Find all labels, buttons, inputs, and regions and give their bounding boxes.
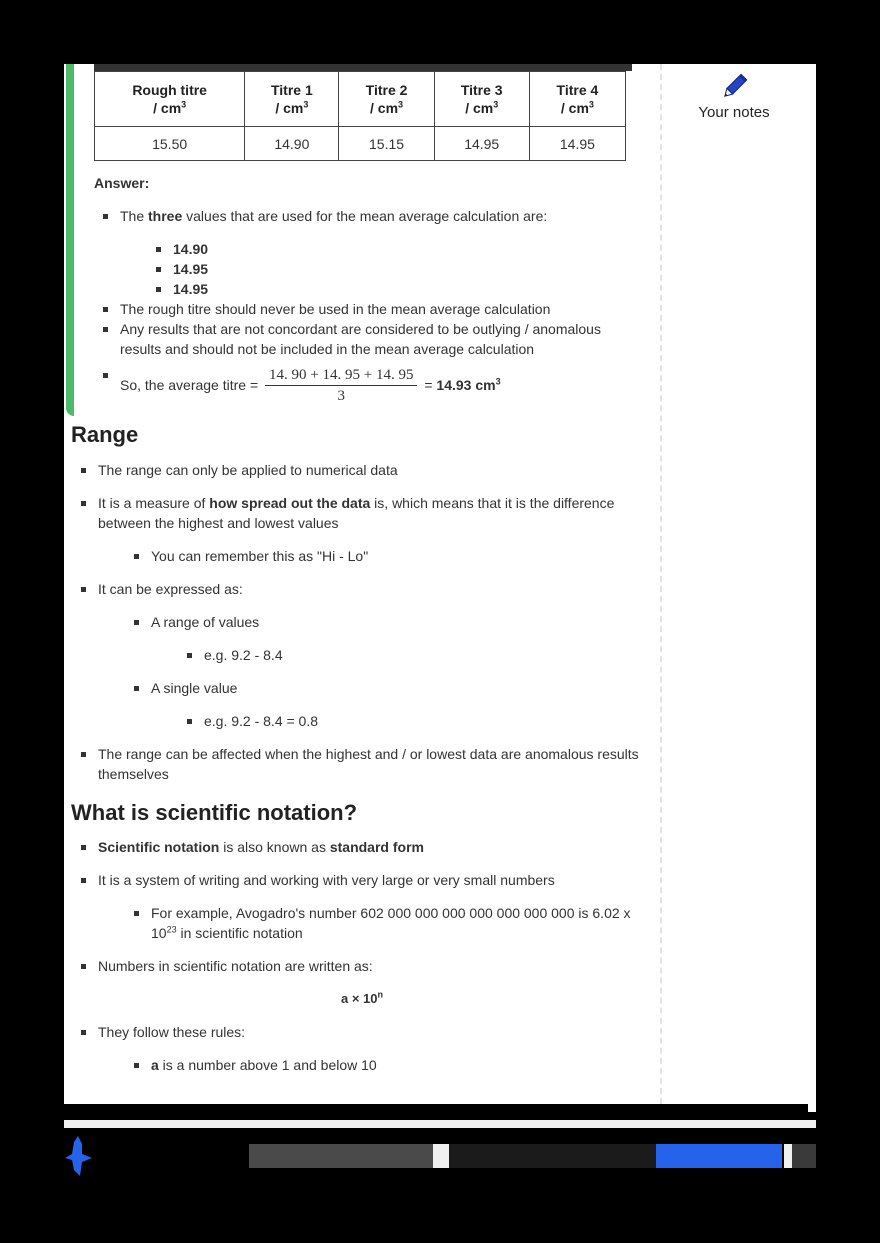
notes-divider [660, 64, 662, 1104]
list-item: The rough titre should never be used in the mean average calculation [94, 299, 634, 319]
notes-label: Your notes [698, 104, 770, 121]
list-item: For example, Avogadro's number 602 000 000 000 000 000 000 000 is 6.02 x $10^{23}$ in scientific notation [125, 903, 652, 943]
list-item: So, the average titre = $\frac{14. 90 + 14. 95 + 14. 95}{3}$ = 14.93 $cm^3$ [94, 365, 634, 406]
titre-table [94, 71, 626, 161]
list-item: The range can only be applied to numerical data [72, 460, 652, 480]
cell-titre-1: 14.90 [245, 127, 339, 161]
table-row [95, 127, 626, 161]
list-item: They follow these rules: a is a number above 1 and below 10 [72, 1022, 652, 1075]
cell-titre-4: 14.95 [529, 127, 625, 161]
footer-rule [64, 1120, 816, 1128]
header-titre-3: Titre 3 / $cm^3$ [434, 72, 529, 127]
list-item: It is a measure of how spread out the data is, which means that it is the difference between the highest and lowest values You can remember this as "Hi - Lo" [72, 493, 652, 566]
sci-heading: What is scientific notation? [71, 800, 358, 825]
sci-list [72, 837, 652, 1088]
footer-text-block [249, 1144, 433, 1168]
sub-list [125, 1055, 652, 1075]
footer-page-number [792, 1144, 816, 1168]
answer-accent-bar [66, 64, 74, 416]
range-heading: Range [71, 422, 139, 447]
list-item: a is a number above 1 and below 10 [125, 1055, 652, 1075]
sci-formula: $a \times 10^n$ [340, 989, 383, 1006]
list-item: e.g. 9.2 - 8.4 [178, 645, 652, 665]
list-item: The three values that are used for the mean average calculation are: 14.90 14.95 14.95 [94, 206, 634, 299]
footer-separator [784, 1144, 792, 1168]
footer-text-block [449, 1144, 656, 1168]
pencil-icon [684, 72, 784, 102]
values-list [147, 239, 634, 299]
answer-list [94, 206, 634, 406]
header-titre-4: Titre 4 / $cm^3$ [529, 72, 625, 127]
footer-link[interactable] [656, 1144, 782, 1168]
answer-label: Answer: [94, 175, 150, 191]
table-header-row [95, 72, 626, 127]
list-item: A single value e.g. 9.2 - 8.4 = 0.8 [125, 678, 652, 731]
list-item: Scientific notation is also known as standard form [72, 837, 652, 857]
your-notes[interactable] [684, 72, 784, 121]
average-fraction: $\frac{14. 90 + 14. 95 + 14. 95}{3}$ [265, 366, 417, 406]
list-item: It is a system of writing and working with very large or very small numbers For example, Avogadro's number 602 000 000 000 000 000 000 000 is 6.02 x $10^{23}$ in scientific notation [72, 870, 652, 943]
worked-example-answer [64, 64, 660, 418]
list-item: 14.95 [147, 259, 634, 279]
header-titre-2: Titre 2 / $cm^3$ [339, 72, 434, 127]
header-titre-1: Titre 1 / $cm^3$ [245, 72, 339, 127]
list-item: 14.95 [147, 279, 634, 299]
range-list [72, 460, 652, 797]
list-item: Numbers in scientific notation are written as: $a \times 10^n$ [72, 956, 652, 1009]
table-top-strip [94, 64, 632, 71]
page-edge [64, 1104, 808, 1112]
list-item: The range can be affected when the highest and / or lowest data are anomalous results themselves [72, 744, 652, 784]
sub-list [125, 546, 652, 566]
footer-separator [433, 1144, 449, 1168]
logo-icon [64, 1136, 94, 1178]
list-item: 14.90 [147, 239, 634, 259]
list-item: A range of values e.g. 9.2 - 8.4 [125, 612, 652, 665]
cell-titre-3: 14.95 [434, 127, 529, 161]
list-item: It can be expressed as: A range of values e.g. 9.2 - 8.4 A single value e.g. 9.2 - 8.4 = 0.8 [72, 579, 652, 731]
list-item: Any results that are not concordant are considered to be outlying / anomalous results and should not be included in the mean average calculation [94, 319, 634, 359]
sub-list [178, 645, 652, 665]
list-item: You can remember this as "Hi - Lo" [125, 546, 652, 566]
sub-list [178, 711, 652, 731]
header-rough-titre: Rough titre / $cm^3$ [95, 72, 245, 127]
list-item: e.g. 9.2 - 8.4 = 0.8 [178, 711, 652, 731]
sub-list [125, 612, 652, 731]
cell-rough-titre: 15.50 [95, 127, 245, 161]
sub-list [125, 903, 652, 943]
cell-titre-2: 15.15 [339, 127, 434, 161]
